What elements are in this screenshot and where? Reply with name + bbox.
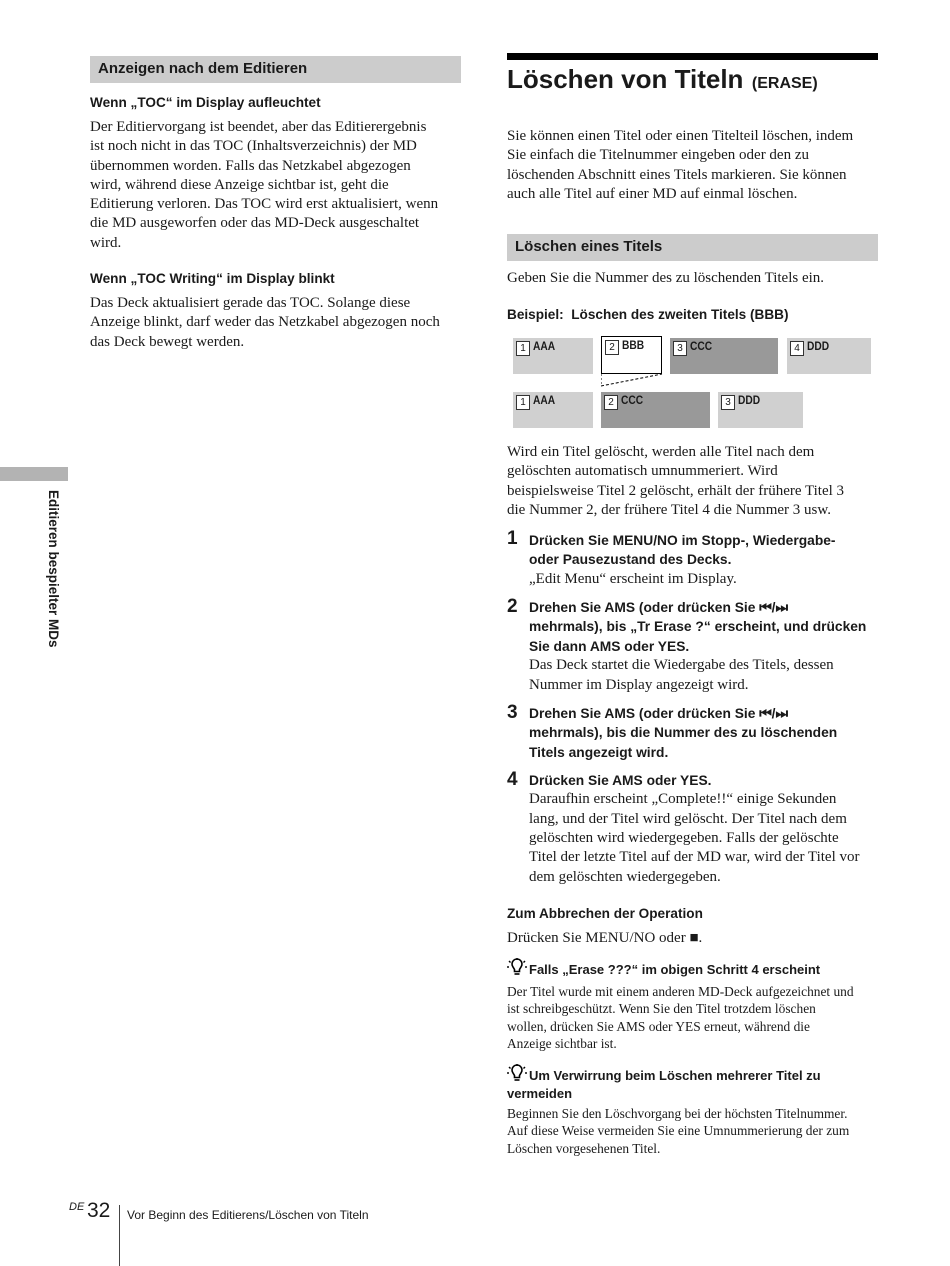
- right-section-heading: Löschen eines Titels: [507, 234, 878, 261]
- text-line: Das Deck aktualisiert gerade das TOC. Solange diese: [90, 295, 411, 311]
- text-line: wollen, drücken Sie AMS oder YES erneut, während die: [507, 1018, 810, 1034]
- text-line: auch alle Titel auf einer MD auf einmal löschen.: [507, 185, 798, 202]
- text-line: übernommen worden. Falls das Netzkabel abgezogen: [90, 157, 411, 174]
- text-line: das Deck bewegt werden.: [90, 333, 245, 350]
- left-section-heading: Anzeigen nach dem Editieren: [90, 56, 461, 83]
- tip2-heading-line: vermeiden: [507, 1085, 573, 1101]
- step-bold-line: Sie dann AMS oder YES.: [529, 638, 690, 654]
- text-line: Auf diese Weise vermeiden Sie eine Umnummerierung der zum: [507, 1123, 850, 1139]
- track-block: [513, 338, 593, 374]
- title-rule: [507, 53, 878, 60]
- track-block: [718, 392, 803, 428]
- track-number: 3: [673, 341, 687, 356]
- step-number: 3: [507, 702, 518, 723]
- example-heading: Beispiel: Löschen des zweiten Titels (BBB): [507, 307, 789, 322]
- track-label: AAA: [533, 339, 556, 353]
- track-block: [601, 392, 710, 428]
- step-4: [529, 771, 889, 887]
- text-line: Der Titel wurde mit einem anderen MD-Deck aufgezeichnet und: [507, 984, 854, 999]
- page-title: [507, 64, 818, 95]
- step-number: 4: [507, 769, 518, 790]
- page-title-suffix: (ERASE): [751, 75, 818, 92]
- side-tab-marker: [0, 467, 68, 481]
- step-text-line: „Edit Menu“ erscheint im Display.: [529, 570, 737, 587]
- toc-writing-heading: Wenn „TOC Writing“ im Display blinkt: [90, 271, 335, 286]
- tip1-heading: Falls „Erase ???“ im obigen Schritt 4 erscheint: [529, 962, 821, 977]
- step-text-line: Titel der letzte Titel auf der MD war, wird der Titel vor: [529, 849, 860, 866]
- toc-heading: Wenn „TOC“ im Display aufleuchtet: [90, 95, 321, 110]
- page-number: 32: [87, 1199, 111, 1222]
- track-label: DDD: [738, 393, 761, 407]
- tip2-paragraph: [507, 1105, 887, 1157]
- toc-paragraph: [90, 118, 470, 253]
- tip1-paragraph: [507, 983, 887, 1052]
- track-label: BBB: [622, 338, 645, 352]
- intro-paragraph: [507, 127, 887, 204]
- text-line: Beginnen Sie den Löschvorgang bei der höchsten Titelnummer.: [507, 1106, 848, 1121]
- text-line: Sie einfach die Titelnummer eingeben oder den zu: [507, 147, 809, 164]
- step-bold-line: mehrmals), bis „Tr Erase ?“ erscheint, und drücken: [529, 619, 867, 635]
- track-label: CCC: [690, 339, 713, 353]
- side-tab-label: Editieren bespielter MDs: [46, 490, 61, 648]
- cancel-heading: Zum Abbrechen der Operation: [507, 906, 703, 921]
- step-bold-line: Titels angezeigt wird.: [529, 744, 669, 760]
- erase-diagram: [507, 334, 878, 432]
- track-label: DDD: [807, 339, 830, 353]
- tip2-heading: [507, 1067, 887, 1102]
- track-number: 2: [605, 340, 619, 355]
- step-3: [529, 704, 889, 762]
- text-line: die MD ausgeworfen oder das MD-Deck ausgeschaltet: [90, 215, 420, 232]
- track-block: [513, 392, 593, 428]
- text-line: Löschen vorgesehenen Titel.: [507, 1140, 661, 1156]
- step-bold-line: mehrmals), bis die Nummer des zu löschenden: [529, 725, 838, 741]
- text-line: Wird ein Titel gelöscht, werden alle Titel nach dem: [507, 444, 815, 460]
- footer-lang: DE: [69, 1201, 85, 1213]
- erase-indicator-lines: [601, 374, 671, 388]
- text-line: Der Editiervorgang ist beendet, aber das Editierergebnis: [90, 119, 427, 135]
- tip-bulb-icon: [507, 958, 527, 978]
- cancel-text: Drücken Sie MENU/NO oder ■.: [507, 930, 703, 946]
- track-number: 1: [516, 395, 530, 410]
- text-line: beispielsweise Titel 2 gelöscht, erhält der frühere Titel 3: [507, 482, 845, 499]
- track-number: 4: [790, 341, 804, 356]
- step-bold-line: oder Pausezustand des Decks.: [529, 552, 732, 568]
- track-block-selected: [601, 336, 662, 374]
- instruction-text: Geben Sie die Nummer des zu löschenden Titels ein.: [507, 270, 825, 286]
- track-block: [670, 338, 778, 374]
- step-text-line: lang, und der Titel wird gelöscht. Der Titel nach dem: [529, 810, 847, 827]
- footer-caption: Vor Beginn des Editierens/Löschen von Titeln: [127, 1208, 369, 1222]
- text-line: Anzeige sichtbar ist.: [507, 1035, 617, 1051]
- step-2: [529, 598, 889, 695]
- text-line: Sie können einen Titel oder einen Titelteil löschen, indem: [507, 128, 854, 144]
- step-bold-line: Drücken Sie AMS oder YES.: [529, 773, 712, 788]
- track-number: 2: [604, 395, 618, 410]
- step-bold-line: Drehen Sie AMS (oder drücken Sie ⏮/⏭: [529, 600, 788, 615]
- step-bold-line: Drehen Sie AMS (oder drücken Sie ⏮/⏭: [529, 706, 788, 721]
- page-title-text: Löschen von Titeln: [507, 64, 744, 94]
- text-line: löschenden Abschnitt eines Titels markieren. Sie können: [507, 166, 847, 183]
- renumber-paragraph: [507, 443, 887, 520]
- toc-writing-paragraph: [90, 294, 470, 352]
- step-text-line: Daraufhin erscheint „Complete!!“ einige Sekunden: [529, 791, 837, 808]
- text-line: Anzeige blinkt, darf weder das Netzkabel abgezogen noch: [90, 314, 440, 331]
- step-1: [529, 531, 889, 589]
- step-bold-line: Drücken Sie MENU/NO im Stopp-, Wiedergabe-: [529, 533, 836, 548]
- text-line: ist schreibgeschützt. Wenn Sie den Titel trotzdem löschen: [507, 1001, 816, 1017]
- text-line: ist noch nicht in das TOC (Inhaltsverzeichnis) der MD: [90, 138, 417, 155]
- tip2-heading-line: Um Verwirrung beim Löschen mehrerer Titel zu: [529, 1068, 821, 1083]
- step-text-line: gelöschten wird wiedergegeben. Falls der gelöschte: [529, 830, 839, 846]
- step-text-line: dem gelöschten wiedergegeben.: [529, 868, 721, 885]
- footer-divider: [119, 1205, 120, 1266]
- track-block: [787, 338, 871, 374]
- step-number: 1: [507, 528, 518, 549]
- track-label: CCC: [621, 393, 644, 407]
- text-line: wird, während diese Anzeige sichtbar ist, geht die: [90, 176, 389, 193]
- track-label: AAA: [533, 393, 556, 407]
- step-text-line: Nummer im Display angezeigt wird.: [529, 676, 749, 693]
- text-line: die Nummer 2, der frühere Titel 4 die Nummer 3 usw.: [507, 501, 831, 518]
- text-line: Editierung verloren. Das TOC wird erst aktualisiert, wenn: [90, 196, 439, 213]
- track-number: 3: [721, 395, 735, 410]
- text-line: wird.: [90, 234, 122, 251]
- step-text-line: Das Deck startet die Wiedergabe des Titels, dessen: [529, 657, 834, 674]
- text-line: gelöschten automatisch umnummeriert. Wird: [507, 463, 778, 480]
- track-number: 1: [516, 341, 530, 356]
- step-number: 2: [507, 596, 518, 617]
